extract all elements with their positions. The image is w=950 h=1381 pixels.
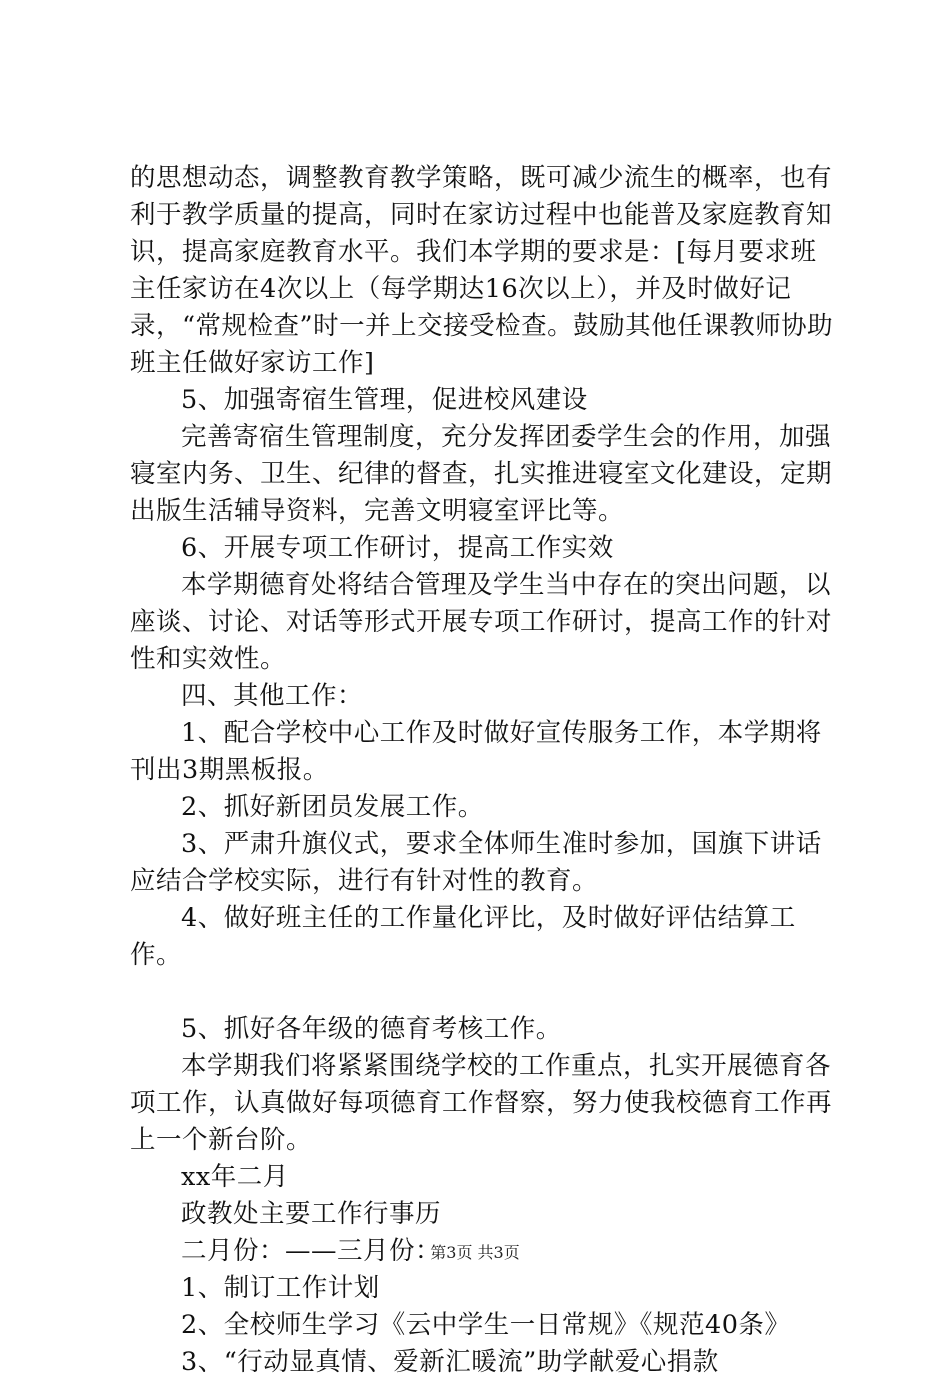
paragraph-spacer [130,974,838,1011]
heading-other-work: 四、其他工作： [181,681,364,711]
paragraph-boarding-management: 完善寄宿生管理制度，充分发挥团委学生会的作用，加强寝室内务、卫生、纪律的督查，扎实推进寝室文化建设，定期出版生活辅导资料，完善文明寝室评比等。 [130,422,833,526]
list-item-moral-assessment: 5、抓好各年级的德育考核工作。 [181,1014,562,1044]
date-line: xx年二月 [181,1162,289,1192]
paragraph-special-research: 本学期德育处将结合管理及学生当中存在的突出问题，以座谈、讨论、对话等形式开展专项工作研讨，提高工作的针对性和实效性。 [130,570,833,674]
document-body [130,160,838,1381]
heading-boarding-management: 5、加强寄宿生管理，促进校风建设 [181,385,588,415]
list-item-teacher-evaluation: 4、做好班主任的工作量化评比，及时做好评估结算工作。 [130,903,796,970]
paragraph-home-visit: 的思想动态，调整教育教学策略，既可减少流生的概率，也有利于教学质量的提高，同时在家访过程中也能普及家庭教育知识，提高家庭教育水平。我们本学期的要求是：[每月要求班主任家访在4次以上（每学期达16次以上），并及时做好记录，“常规检查”时一并上交接受检查。鼓励其他任课教师协助班主任做好家访工作] [130,163,834,378]
calendar-item-donation: 3、“行动显真情、爱新汇暖流”助学献爱心捐款 [181,1347,719,1377]
paragraph-conclusion: 本学期我们将紧紧围绕学校的工作重点，扎实开展德育各项工作，认真做好每项德育工作督察，努力使我校德育工作再上一个新台阶。 [130,1051,833,1155]
page-number: 第3页 共3页 [430,1243,520,1262]
section-title-calendar: 政教处主要工作行事历 [181,1199,442,1229]
calendar-month-range: 二月份：——三月份： [181,1236,442,1266]
list-item-flag-ceremony: 3、严肃升旗仪式，要求全体师生准时参加，国旗下讲话应结合学校实际，进行有针对性的教育。 [130,829,822,896]
calendar-item-plan: 1、制订工作计划 [181,1273,380,1303]
list-item-publicity: 1、配合学校中心工作及时做好宣传服务工作，本学期将刊出3期黑板报。 [130,718,822,785]
calendar-item-study-rules: 2、全校师生学习《云中学生一日常规》《规范40条》 [181,1310,791,1340]
heading-special-research: 6、开展专项工作研讨，提高工作实效 [181,533,614,563]
list-item-new-members: 2、抓好新团员发展工作。 [181,792,484,822]
